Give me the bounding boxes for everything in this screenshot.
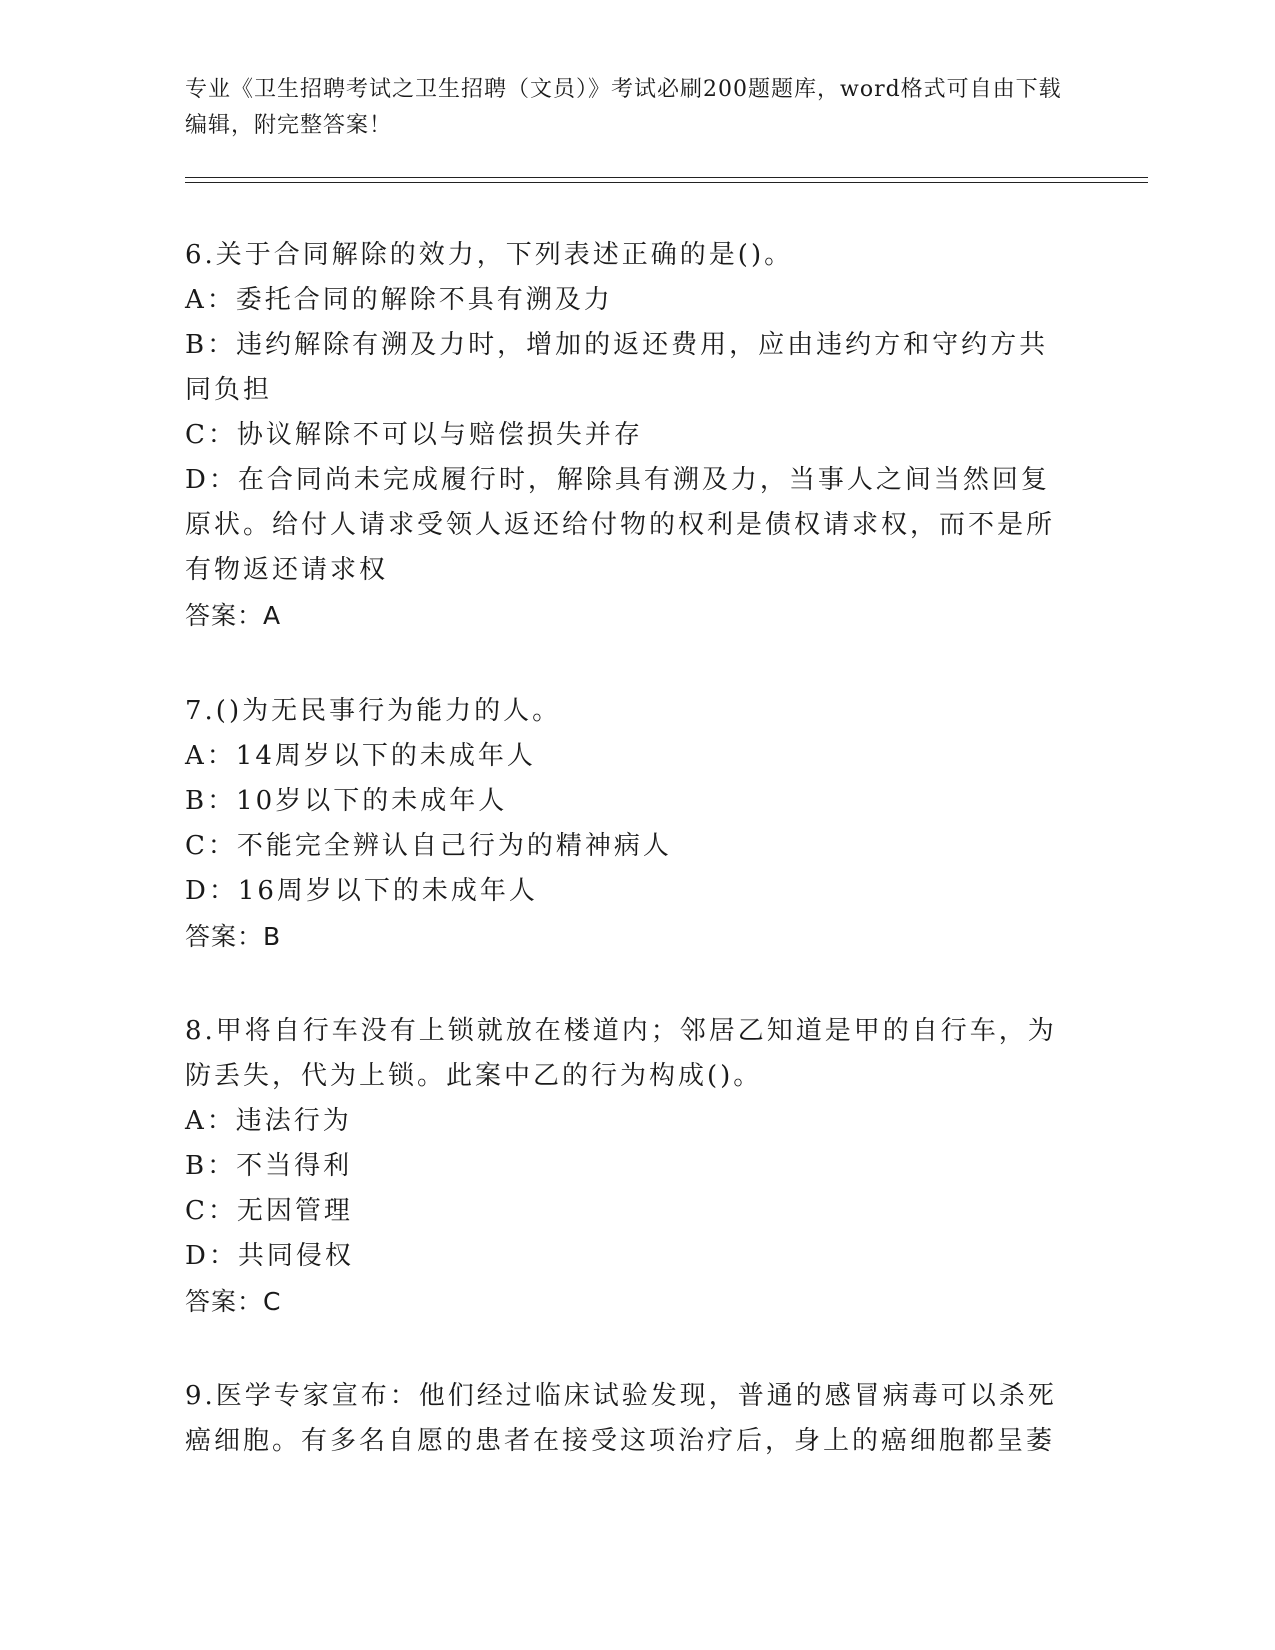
option-a: A：14周岁以下的未成年人 <box>185 741 536 771</box>
question-stem: 9.医学专家宣布：他们经过临床试验发现，普通的感冒病毒可以杀死癌细胞。有多名自愿的患者在接受这项治疗后，身上的癌细胞都呈萎 <box>185 1381 1057 1456</box>
option-c: C：不能完全辨认自己行为的精神病人 <box>185 831 672 861</box>
question-9 <box>185 1374 1065 1464</box>
question-8 <box>185 1009 1065 1324</box>
question-stem: 6.关于合同解除的效力，下列表述正确的是()。 <box>185 240 794 270</box>
option-c: C：无因管理 <box>185 1196 353 1226</box>
question-stem: 7.()为无民事行为能力的人。 <box>185 696 562 726</box>
option-d: D：在合同尚未完成履行时，解除具有溯及力，当事人之间当然回复原状。给付人请求受领人返还给付物的权利是债权请求权，而不是所有物返还请求权 <box>185 465 1056 585</box>
option-d: D：16周岁以下的未成年人 <box>185 876 538 906</box>
question-7 <box>185 689 1065 959</box>
document-header: 专业《卫生招聘考试之卫生招聘（文员）》考试必刷200题题库，word格式可自由下载编辑，附完整答案！ <box>185 77 1062 138</box>
question-6 <box>185 233 1065 638</box>
answer-label: 答案：B <box>185 922 282 951</box>
answer-label: 答案：C <box>185 1287 282 1316</box>
option-d: D：共同侵权 <box>185 1241 354 1271</box>
option-b: B：10岁以下的未成年人 <box>185 786 508 816</box>
answer-label: 答案：A <box>185 601 282 630</box>
option-b: B：违约解除有溯及力时，增加的返还费用，应由违约方和守约方共同负担 <box>185 330 1049 405</box>
header-divider-bottom <box>185 182 1148 183</box>
option-b: B：不当得利 <box>185 1151 353 1181</box>
option-a: A：违法行为 <box>185 1106 352 1136</box>
option-c: C：协议解除不可以与赔偿损失并存 <box>185 420 643 450</box>
option-a: A：委托合同的解除不具有溯及力 <box>185 285 613 315</box>
question-stem: 8.甲将自行车没有上锁就放在楼道内；邻居乙知道是甲的自行车，为防丢失，代为上锁。此案中乙的行为构成()。 <box>185 1016 1057 1091</box>
header-divider-top <box>185 177 1148 178</box>
